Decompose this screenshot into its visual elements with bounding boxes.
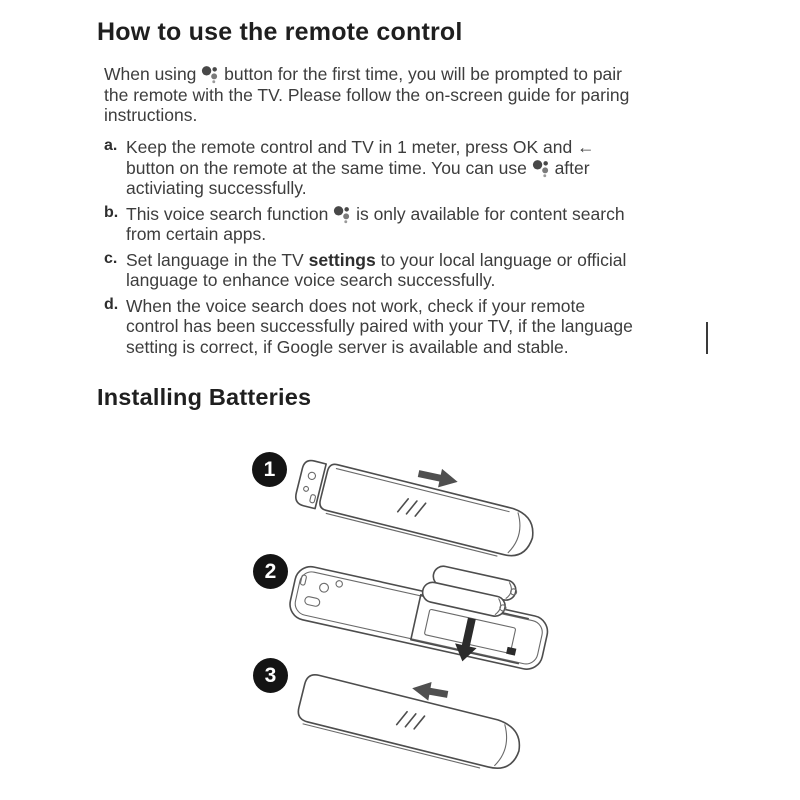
- list-marker: b.: [104, 203, 119, 221]
- list-item-c: [104, 250, 633, 291]
- text-line: [126, 224, 633, 245]
- item-text: Set language in the TV: [126, 249, 304, 270]
- text-line: [126, 296, 633, 317]
- page-title: How to use the remote control: [97, 18, 463, 46]
- item-text: activiating successfully.: [126, 178, 307, 198]
- step-number: 3: [264, 663, 277, 687]
- list-marker: c.: [104, 249, 118, 267]
- list-item-a: [104, 137, 633, 199]
- remote-back-cover-slide-close-illustration: [288, 660, 553, 770]
- item-text: button on the remote at the same time. You can use: [126, 157, 527, 178]
- item-text: to your local language or official: [380, 249, 627, 270]
- step-number-badge: [253, 658, 288, 693]
- item-text: setting is correct, if Google server is available and stable.: [126, 336, 569, 357]
- item-text: language to enhance voice search successfully.: [126, 270, 496, 290]
- item-text: control has been successfully paired with your TV, if the language: [126, 316, 633, 336]
- intro-text: the remote with the TV. Please follow the on-screen guide for paring: [104, 84, 630, 105]
- step-number: 1: [263, 457, 276, 481]
- intro-text: instructions.: [104, 105, 198, 125]
- text-line: [126, 250, 633, 271]
- item-text: is only available for content search: [356, 203, 625, 224]
- text-line: [104, 105, 629, 126]
- item-text: This voice search function: [126, 203, 329, 224]
- text-caret: [706, 322, 708, 354]
- text-line: [126, 270, 633, 291]
- text-line: [126, 158, 633, 179]
- google-assistant-icon: [201, 64, 219, 84]
- text-line: [126, 178, 633, 199]
- text-line: [126, 204, 633, 225]
- list-item-d: [104, 296, 633, 358]
- step-number-badge: [252, 452, 287, 487]
- instruction-list: [104, 137, 633, 362]
- remote-insert-batteries-illustration: [278, 550, 583, 675]
- text-line: [126, 316, 633, 337]
- google-assistant-icon: [333, 204, 351, 224]
- intro-paragraph: [104, 64, 629, 126]
- step-number: 2: [264, 559, 277, 583]
- item-text: Keep the remote control and TV in 1 meter, press OK and ←: [126, 137, 595, 157]
- text-line: [104, 85, 629, 106]
- list-marker: a.: [104, 137, 118, 154]
- text-line: [104, 64, 629, 85]
- intro-text: button for the first time, you will be prompted to pair: [224, 64, 622, 84]
- list-marker: d.: [104, 295, 119, 313]
- bold-word-settings: settings: [308, 249, 376, 270]
- section-title-installing-batteries: Installing Batteries: [97, 384, 312, 410]
- remote-back-cover-slide-open-illustration: [292, 450, 572, 562]
- list-item-b: [104, 204, 633, 245]
- google-assistant-icon: [532, 158, 550, 178]
- text-line: [126, 137, 633, 158]
- item-text: When the voice search does not work, check if your remote: [126, 295, 586, 316]
- intro-text: When using: [104, 64, 197, 84]
- item-text: after: [554, 157, 590, 178]
- item-text: from certain apps.: [126, 224, 267, 244]
- text-line: [126, 337, 633, 358]
